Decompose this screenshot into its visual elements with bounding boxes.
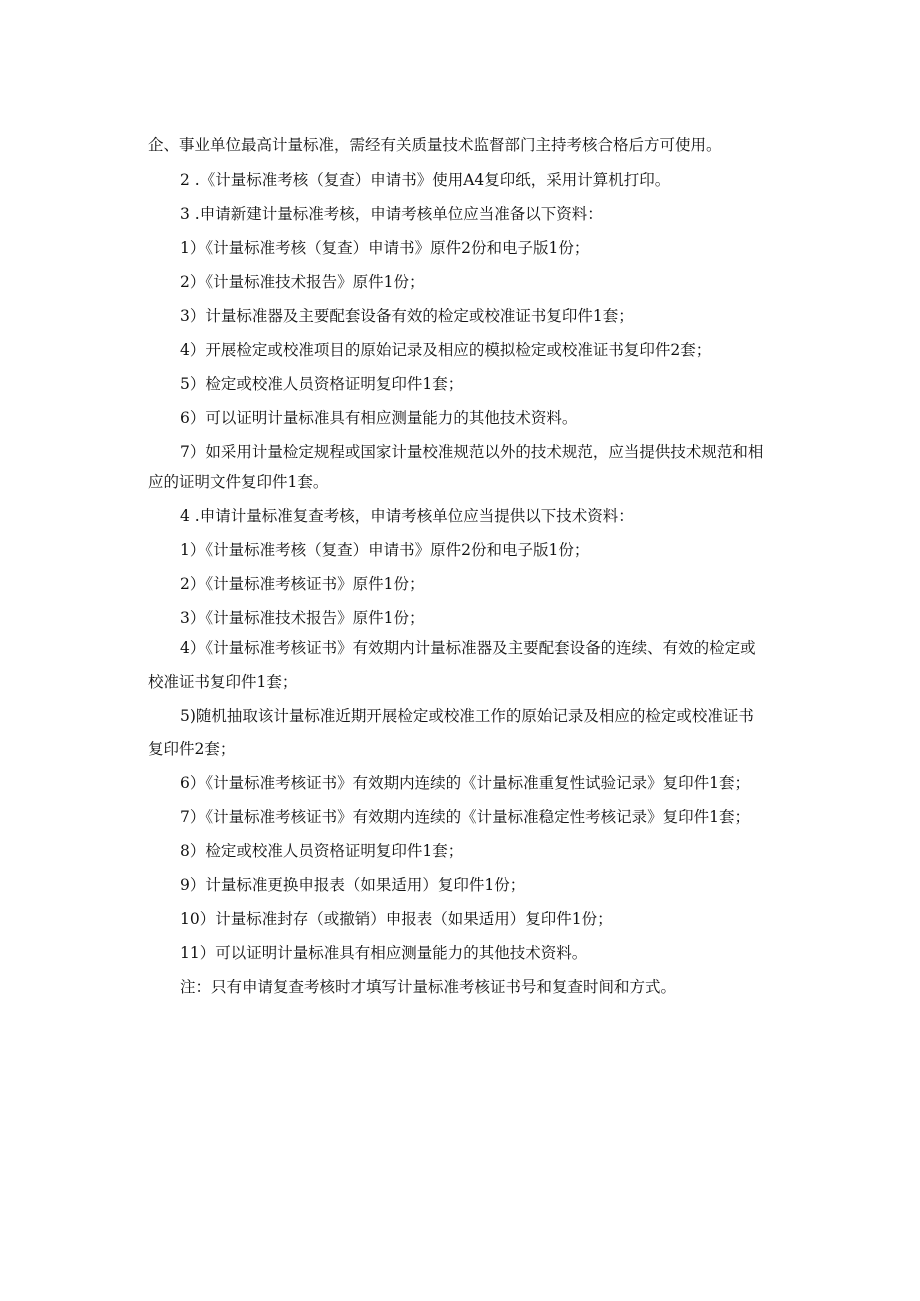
text-line: 1）《计量标准考核（复查）申请书》原件2份和电子版1份；: [180, 239, 590, 257]
text-line: 3）计量标准器及主要配套设备有效的检定或校准证书复印件1套；: [180, 307, 634, 325]
text-line: 2 .《计量标准考核（复查）申请书》使用A4复印纸，采用计算机打印。: [180, 171, 671, 189]
text-line: 3）《计量标准技术报告》原件1份；: [180, 609, 425, 627]
text-line: 2）《计量标准考核证书》原件1份；: [180, 575, 425, 593]
text-line: 应的证明文件复印件1套。: [148, 473, 329, 491]
text-line: 4）《计量标准考核证书》有效期内计量标准器及主要配套设备的连续、有效的检定或: [180, 639, 756, 657]
text-line: 7）《计量标准考核证书》有效期内连续的《计量标准稳定性考核记录》复印件1套；: [180, 808, 750, 826]
text-line: 7）如采用计量检定规程或国家计量校准规范以外的技术规范，应当提供技术规范和相: [180, 443, 764, 461]
text-line: 1）《计量标准考核（复查）申请书》原件2份和电子版1份；: [180, 541, 590, 559]
text-line: 8）检定或校准人员资格证明复印件1套；: [180, 842, 464, 860]
text-line: 5）检定或校准人员资格证明复印件1套；: [180, 375, 464, 393]
text-line: 4 .申请计量标准复查考核，申请考核单位应当提供以下技术资料：: [180, 507, 634, 525]
text-line: 复印件2套；: [148, 740, 236, 758]
text-line: 11）可以证明计量标准具有相应测量能力的其他技术资料。: [180, 944, 588, 962]
text-line: 企、事业单位最高计量标准，需经有关质量技术监督部门主持考核合格后方可使用。: [148, 136, 722, 154]
text-line: 10）计量标准封存（或撤销）申报表（如果适用）复印件1份；: [180, 910, 613, 928]
note-line: 注：只有申请复查考核时才填写计量标准考核证书号和复查时间和方式。: [180, 978, 677, 996]
text-line: 2）《计量标准技术报告》原件1份；: [180, 273, 425, 291]
text-line: 3 .申请新建计量标准考核，申请考核单位应当准备以下资料：: [180, 205, 603, 223]
text-line: 4）开展检定或校准项目的原始记录及相应的模拟检定或校准证书复印件2套；: [180, 341, 712, 359]
text-line: 5)随机抽取该计量标准近期开展检定或校准工作的原始记录及相应的检定或校准证书: [180, 707, 754, 725]
text-line: 6）《计量标准考核证书》有效期内连续的《计量标准重复性试验记录》复印件1套；: [180, 774, 750, 792]
text-line: 9）计量标准更换申报表（如果适用）复印件1份；: [180, 876, 526, 894]
text-line: 校准证书复印件1套；: [148, 673, 298, 691]
text-line: 6）可以证明计量标准具有相应测量能力的其他技术资料。: [180, 409, 578, 427]
